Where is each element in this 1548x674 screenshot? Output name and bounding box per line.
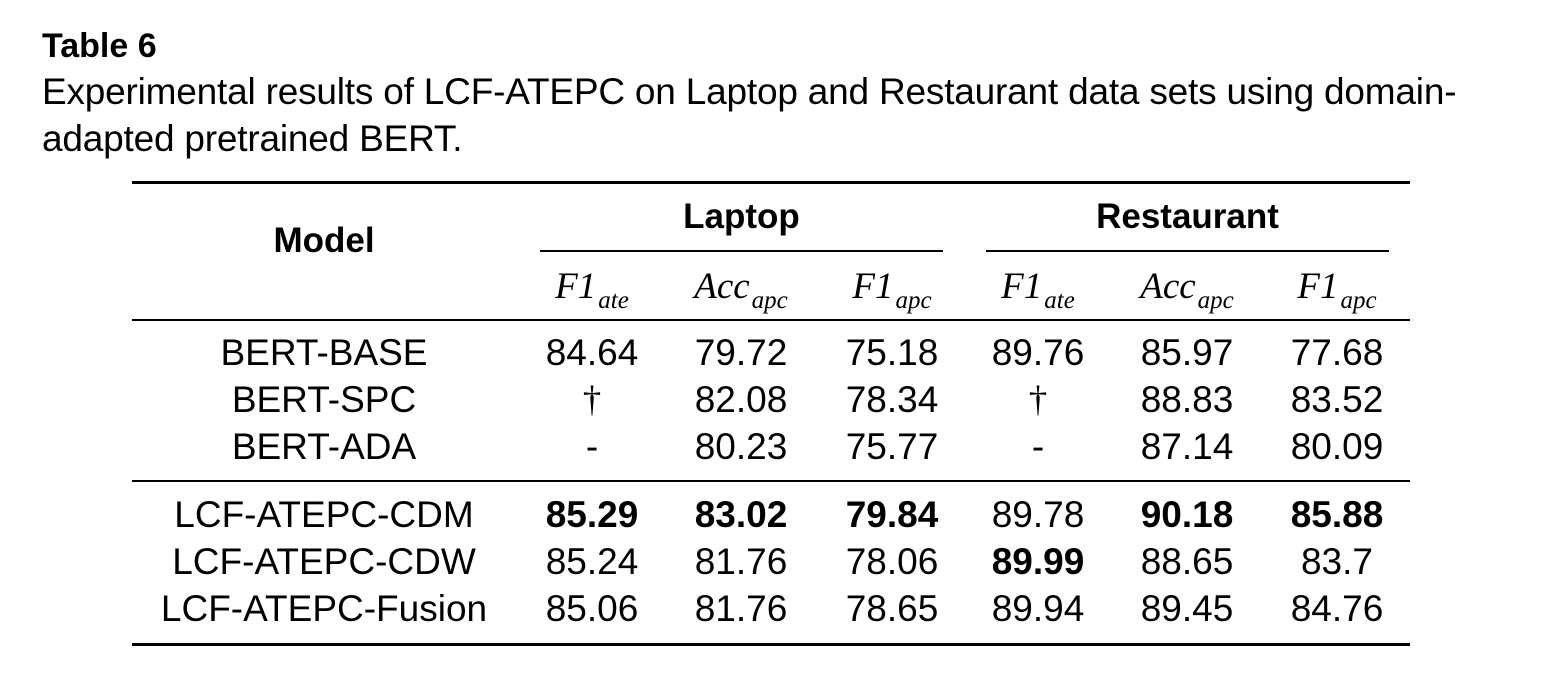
model-name-cell: LCF-ATEPC-CDW	[172, 541, 476, 582]
value-cell: 78.06	[845, 541, 939, 582]
model-column-header: Model	[273, 221, 375, 260]
metric-subscript: apc	[1197, 287, 1234, 314]
value-cell: 87.14	[1140, 426, 1234, 467]
value-cell: 82.08	[694, 379, 788, 420]
metric-base: Acc	[1140, 266, 1196, 307]
value-cell: †	[582, 379, 602, 420]
model-name-cell: LCF-ATEPC-Fusion	[160, 588, 488, 629]
value-cell: †	[1028, 379, 1048, 420]
value-cell: 85.29	[545, 494, 639, 535]
value-cell: 89.99	[991, 541, 1085, 582]
value-cell: 75.18	[845, 332, 939, 373]
top-rule	[132, 181, 1410, 184]
metric-header-0	[522, 265, 662, 313]
value-cell: 88.65	[1140, 541, 1234, 582]
value-cell: 80.09	[1290, 426, 1384, 467]
value-cell: 89.78	[991, 494, 1085, 535]
value-cell: 85.24	[545, 541, 639, 582]
caption-line-2: adapted pretrained BERT.	[42, 118, 463, 159]
value-cell: 81.76	[694, 588, 788, 629]
laptop-group-header: Laptop	[683, 197, 800, 236]
metric-header-5	[1267, 265, 1407, 313]
value-cell: 83.7	[1300, 541, 1373, 582]
value-cell: 75.77	[845, 426, 939, 467]
value-cell: 83.02	[694, 494, 788, 535]
model-name-cell: BERT-BASE	[220, 332, 428, 373]
metric-subscript: ate	[1044, 287, 1075, 314]
metric-base: F1	[1001, 266, 1043, 307]
model-name-cell: LCF-ATEPC-CDM	[174, 494, 474, 535]
group-separator-rule	[132, 480, 1410, 482]
value-cell: 89.45	[1140, 588, 1234, 629]
metric-subscript: apc	[1340, 287, 1377, 314]
value-cell: 83.52	[1290, 379, 1384, 420]
metric-base: F1	[852, 266, 894, 307]
metric-base: Acc	[694, 266, 750, 307]
metric-header-4	[1117, 265, 1257, 313]
value-cell: 80.23	[694, 426, 788, 467]
metric-header-1	[671, 265, 811, 313]
metric-subscript: apc	[751, 287, 788, 314]
header-rule	[132, 319, 1410, 321]
value-cell: 85.97	[1140, 332, 1234, 373]
value-cell: 85.06	[545, 588, 639, 629]
model-name-cell: BERT-ADA	[231, 426, 417, 467]
value-cell: 79.84	[845, 494, 939, 535]
value-cell: 79.72	[694, 332, 788, 373]
laptop-group-rule	[540, 250, 943, 252]
restaurant-group-header: Restaurant	[1096, 197, 1279, 236]
metric-header-3	[968, 265, 1108, 313]
value-cell: 81.76	[694, 541, 788, 582]
value-cell: 84.76	[1290, 588, 1384, 629]
value-cell: 77.68	[1290, 332, 1384, 373]
value-cell: 89.76	[991, 332, 1085, 373]
metric-header-2	[822, 265, 962, 313]
metric-subscript: apc	[895, 287, 932, 314]
table-label: Table 6	[42, 27, 157, 65]
bottom-rule	[132, 643, 1410, 646]
value-cell: 78.65	[845, 588, 939, 629]
value-cell: 84.64	[545, 332, 639, 373]
value-cell: 78.34	[845, 379, 939, 420]
value-cell: 89.94	[991, 588, 1085, 629]
value-cell: 88.83	[1140, 379, 1234, 420]
value-cell: 85.88	[1290, 494, 1384, 535]
value-cell: 90.18	[1140, 494, 1234, 535]
metric-subscript: ate	[598, 287, 629, 314]
table-caption	[42, 24, 1512, 162]
metric-base: F1	[555, 266, 597, 307]
value-cell: -	[1031, 426, 1045, 467]
metric-base: F1	[1297, 266, 1339, 307]
restaurant-group-rule	[986, 250, 1389, 252]
model-name-cell: BERT-SPC	[231, 379, 417, 420]
caption-line-1: Experimental results of LCF-ATEPC on Laptop and Restaurant data sets using domain-	[42, 71, 1457, 112]
value-cell: -	[585, 426, 599, 467]
